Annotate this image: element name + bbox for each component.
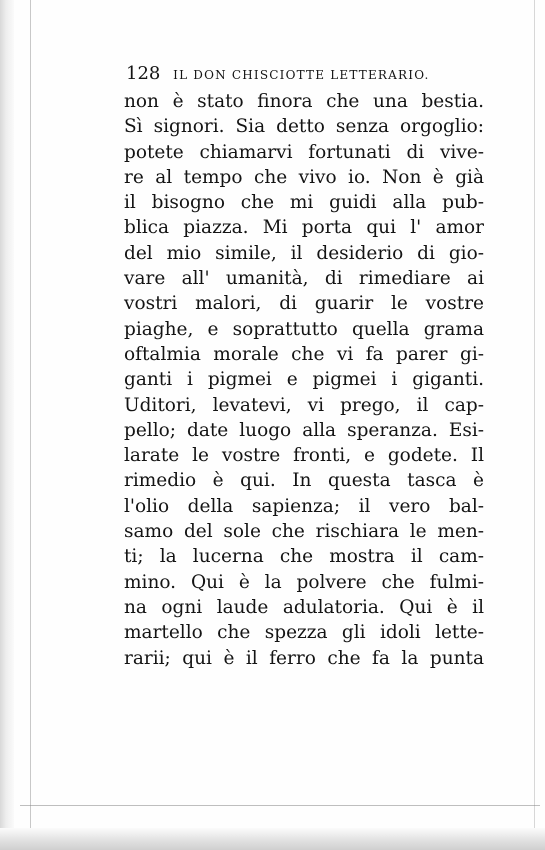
running-title: IL DON CHISCIOTTE LETTERARIO. (173, 68, 430, 82)
page-number: 128 (126, 63, 161, 84)
text-line: mino. Qui è la polvere che fulmi- (124, 571, 484, 593)
scan-bottom-edge (0, 828, 545, 850)
text-line: l'olio della sapienza; il vero bal- (124, 495, 484, 517)
body-text (124, 89, 484, 671)
text-line: vostri malori, di guarir le vostre (124, 293, 484, 315)
text-line: samo del sole che rischiara le men- (124, 521, 484, 543)
text-line: vare all' umanità, di rimediare ai (124, 268, 484, 290)
scan-fold-line (30, 0, 31, 850)
text-line: martello che spezza gli idoli lette- (124, 622, 484, 644)
text-line: na ogni laude adulatoria. Qui è il (124, 596, 484, 618)
text-line: potete chiamarvi fortunati di vive- (124, 141, 484, 163)
text-line: pello; date luogo alla speranza. Esi- (124, 419, 484, 441)
text-line: blica piazza. Mi porta qui l' amor (124, 217, 484, 239)
text-line: larate le vostre fronti, e godete. Il (124, 445, 484, 467)
text-line: rimedio è qui. In questa tasca è (124, 470, 484, 492)
text-line: rarii; qui è il ferro che fa la punta (124, 647, 484, 669)
text-line: ti; la lucerna che mostra il cam- (124, 546, 484, 568)
text-line: il bisogno che mi guidi alla pub- (124, 192, 484, 214)
text-line: re al tempo che vivo io. Non è già (124, 166, 484, 188)
text-line: piaghe, e soprattutto quella grama (124, 318, 484, 340)
text-line: Uditori, levatevi, vi prego, il cap- (124, 394, 484, 416)
text-line: ganti i pigmei e pigmei i giganti. (124, 369, 484, 391)
text-line: del mio simile, il desiderio di gio- (124, 242, 484, 264)
scan-bottom-line (20, 805, 540, 806)
text-line: Sì signori. Sia detto senza orgoglio: (124, 116, 484, 138)
scan-left-edge (0, 0, 14, 850)
page-header (126, 60, 484, 88)
text-line: non è stato finora che una bestia. (124, 91, 484, 112)
text-line: oftalmia morale che vi fa parer gi- (124, 343, 484, 365)
scan-right-edge (534, 0, 535, 850)
